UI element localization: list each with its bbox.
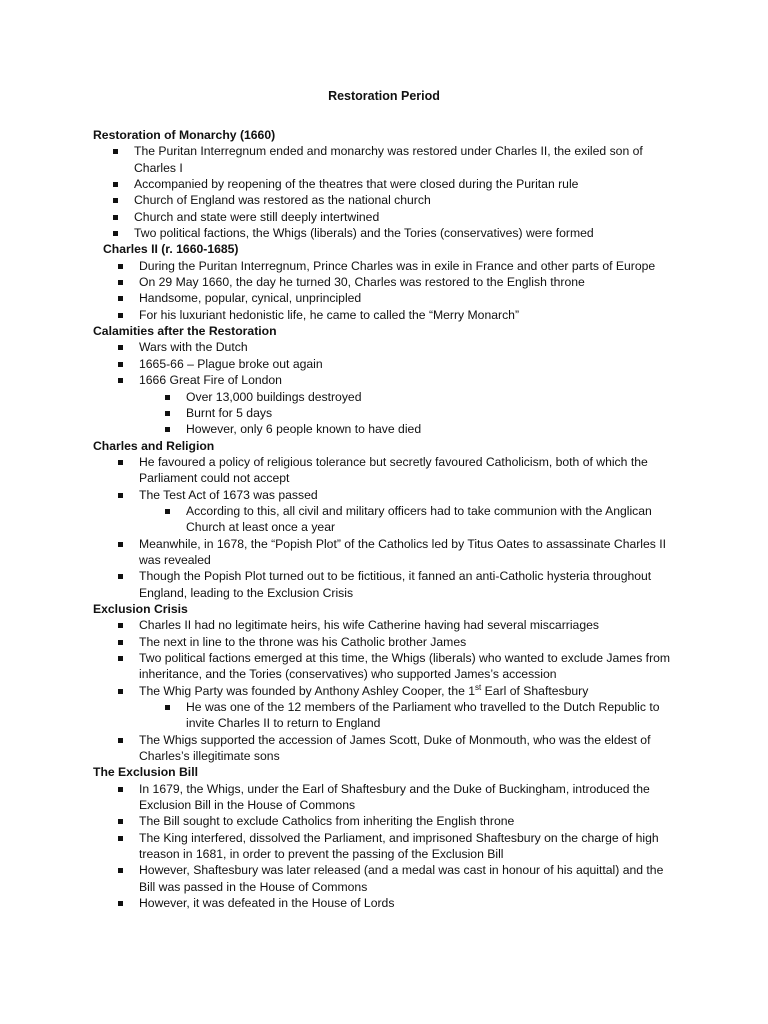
sub-bullet-text: Burnt for 5 days xyxy=(186,405,273,420)
square-bullet-icon xyxy=(118,313,123,318)
sub-bullet-item xyxy=(0,699,768,732)
square-bullet-icon xyxy=(118,460,123,465)
bullet-text: Handsome, popular, cynical, unprincipled xyxy=(139,291,362,306)
square-bullet-icon xyxy=(165,395,170,400)
bullet-item xyxy=(0,830,768,863)
bullet-text: However, it was defeated in the House of Lords xyxy=(139,896,395,911)
bullet-text: The Test Act of 1673 was passed xyxy=(139,487,318,502)
bullet-text: Accompanied by reopening of the theatres that were closed during the Puritan rule xyxy=(134,177,579,192)
bullet-text: Two political factions emerged at this time, the Whigs (liberals) who wanted to exclude James from inheritance, and the Tories (conservatives) who supported James’s accession xyxy=(139,651,671,682)
bullet-text: 1666 Great Fire of London xyxy=(139,373,282,388)
bullet-item xyxy=(0,290,768,306)
bullet-item xyxy=(0,176,768,192)
sub-bullet-text: According to this, all civil and military officers had to take communion with the Anglican Church at least once a year xyxy=(186,503,652,535)
square-bullet-icon xyxy=(118,574,123,579)
bullet-item xyxy=(0,634,768,650)
square-bullet-icon xyxy=(118,296,123,301)
section-heading: Restoration of Monarchy (1660) xyxy=(93,128,276,142)
bullet-text: The King interfered, dissolved the Parliament, and imprisoned Shaftesbury on the charge of high treason in 1681, in order to prevent the passing of the Exclusion Bill xyxy=(139,830,659,862)
square-bullet-icon xyxy=(118,345,123,350)
square-bullet-icon xyxy=(113,215,118,220)
bullet-item xyxy=(0,862,768,895)
bullet-text: However, Shaftesbury was later released (and a medal was cast in honour of his aquittal) and the Bill was passed in the House of Commons xyxy=(139,863,664,894)
bullet-text: Church and state were still deeply intertwined xyxy=(134,209,380,224)
ordinal-superscript: st xyxy=(475,682,482,692)
sub-bullet-text: However, only 6 people known to have died xyxy=(186,422,422,437)
bullet-text: On 29 May 1660, the day he turned 30, Charles was restored to the English throne xyxy=(139,275,585,290)
square-bullet-icon xyxy=(113,198,118,203)
bullet-item xyxy=(0,274,768,290)
bullet-text: He favoured a policy of religious tolerance but secretly favoured Catholicism, both of which the Parliament could not accept xyxy=(139,454,648,486)
bullet-item xyxy=(0,813,768,829)
bullet-text: Wars with the Dutch xyxy=(139,340,248,355)
bullet-text: The Whig Party was founded by Anthony Ashley Cooper, the 1 xyxy=(139,683,476,698)
section-heading: Charles and Religion xyxy=(93,438,215,453)
bullet-item xyxy=(0,454,768,487)
square-bullet-icon xyxy=(118,836,123,841)
bullet-text: The next in line to the throne was his Catholic brother James xyxy=(139,634,467,649)
bullet-text: The Puritan Interregnum ended and monarchy was restored under Charles II, the exiled son of Charles I xyxy=(134,144,643,175)
square-bullet-icon xyxy=(118,264,123,269)
bullet-item xyxy=(0,372,768,388)
bullet-item xyxy=(0,307,768,323)
bullet-item xyxy=(0,209,768,225)
square-bullet-icon xyxy=(113,149,118,154)
bullet-item xyxy=(0,225,768,241)
bullet-item xyxy=(0,487,768,503)
bullet-item xyxy=(0,683,768,699)
square-bullet-icon xyxy=(118,378,123,383)
square-bullet-icon xyxy=(118,362,123,367)
bullet-text: Though the Popish Plot turned out to be fictitious, it fanned an anti-Catholic hysteria throughout England, leading to the Exclusion Crisis xyxy=(139,569,652,600)
bullet-item xyxy=(0,339,768,355)
bullet-item xyxy=(0,356,768,372)
sub-bullet-item xyxy=(0,405,768,421)
bullet-item xyxy=(0,143,768,176)
section-heading: Charles II (r. 1660-1685) xyxy=(103,242,239,257)
bullet-text: During the Puritan Interregnum, Prince Charles was in exile in France and other parts of Europe xyxy=(139,258,656,273)
square-bullet-icon xyxy=(113,231,118,236)
sub-bullet-item xyxy=(0,389,768,405)
bullet-item xyxy=(0,732,768,765)
section-heading: Calamities after the Restoration xyxy=(93,324,277,339)
bullet-item xyxy=(0,617,768,633)
square-bullet-icon xyxy=(165,411,170,416)
square-bullet-icon xyxy=(118,640,123,645)
section-heading: The Exclusion Bill xyxy=(93,765,198,780)
bullet-text: Two political factions, the Whigs (liberals) and the Tories (conservatives) were formed xyxy=(134,226,594,241)
section-heading: Exclusion Crisis xyxy=(93,601,188,616)
bullet-item xyxy=(0,192,768,208)
square-bullet-icon xyxy=(165,427,170,432)
square-bullet-icon xyxy=(113,182,118,187)
document-title: Restoration Period xyxy=(328,89,440,103)
bullet-item xyxy=(0,258,768,274)
square-bullet-icon xyxy=(118,738,123,743)
sub-bullet-item xyxy=(0,503,768,536)
square-bullet-icon xyxy=(118,689,123,694)
square-bullet-icon xyxy=(118,901,123,906)
square-bullet-icon xyxy=(118,656,123,661)
bullet-text: The Whigs supported the accession of James Scott, Duke of Monmouth, who was the eldest of Charles’s illegitimate sons xyxy=(139,732,651,764)
bullet-text: Meanwhile, in 1678, the “Popish Plot” of the Catholics led by Titus Oates to assassinate Charles II was revealed xyxy=(139,536,667,567)
sub-bullet-text: Over 13,000 buildings destroyed xyxy=(186,389,362,404)
square-bullet-icon xyxy=(118,787,123,792)
bullet-text-continued: Earl of Shaftesbury xyxy=(481,683,589,698)
square-bullet-icon xyxy=(165,509,170,514)
bullet-text: In 1679, the Whigs, under the Earl of Shaftesbury and the Duke of Buckingham, introduced the Exclusion Bill in the House of Commons xyxy=(139,781,650,813)
square-bullet-icon xyxy=(118,542,123,547)
sub-bullet-item xyxy=(0,421,768,437)
square-bullet-icon xyxy=(118,493,123,498)
bullet-item xyxy=(0,536,768,569)
document-body xyxy=(0,127,768,912)
bullet-text: The Bill sought to exclude Catholics from inheriting the English throne xyxy=(139,814,515,829)
sub-bullet-text: He was one of the 12 members of the Parliament who travelled to the Dutch Republic to invite Charles II to return to England xyxy=(186,700,660,731)
square-bullet-icon xyxy=(118,868,123,873)
square-bullet-icon xyxy=(118,623,123,628)
square-bullet-icon xyxy=(118,280,123,285)
bullet-text: Church of England was restored as the national church xyxy=(134,193,431,208)
bullet-item xyxy=(0,895,768,911)
bullet-item xyxy=(0,650,768,683)
square-bullet-icon xyxy=(118,819,123,824)
bullet-text: For his luxuriant hedonistic life, he came to called the “Merry Monarch” xyxy=(139,307,520,322)
bullet-text: 1665-66 – Plague broke out again xyxy=(139,356,323,371)
bullet-item xyxy=(0,781,768,814)
bullet-text: Charles II had no legitimate heirs, his wife Catherine having had several miscarriages xyxy=(139,618,599,633)
bullet-item xyxy=(0,568,768,601)
square-bullet-icon xyxy=(165,705,170,710)
